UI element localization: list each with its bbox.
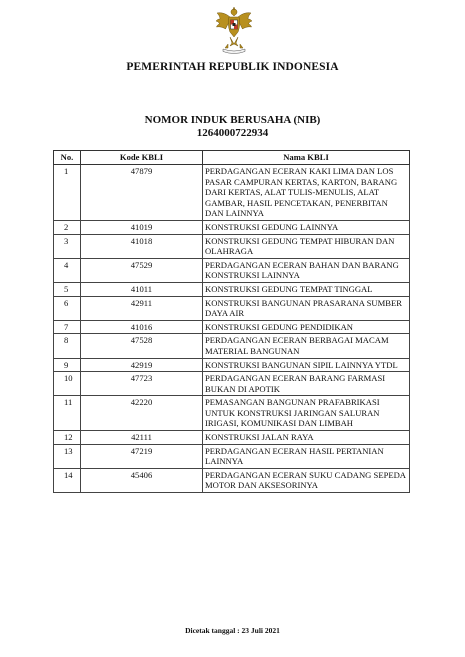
row-no: 8 [54, 334, 81, 358]
table-row [54, 320, 410, 334]
table-row [54, 282, 410, 296]
row-code: 41016 [81, 320, 203, 334]
row-code: 42111 [81, 431, 203, 445]
row-no: 1 [54, 165, 81, 221]
table-row [54, 358, 410, 372]
row-name: KONSTRUKSI BANGUNAN SIPIL LAINNYA YTDL [203, 358, 410, 372]
row-no: 13 [54, 444, 81, 468]
row-no: 12 [54, 431, 81, 445]
row-name: PERDAGANGAN ECERAN BARANG FARMASI BUKAN DI APOTIK [203, 372, 410, 396]
table-row [54, 468, 410, 492]
kbli-table [53, 150, 410, 493]
table-row [54, 296, 410, 320]
row-code: 45406 [81, 468, 203, 492]
row-code: 42911 [81, 296, 203, 320]
row-name: KONSTRUKSI GEDUNG TEMPAT TINGGAL [203, 282, 410, 296]
row-code: 42220 [81, 396, 203, 431]
row-no: 5 [54, 282, 81, 296]
table-row [54, 396, 410, 431]
table-row [54, 334, 410, 358]
row-no: 2 [54, 220, 81, 234]
row-name: PERDAGANGAN ECERAN HASIL PERTANIAN LAINNYA [203, 444, 410, 468]
garuda-emblem-icon [212, 6, 256, 54]
row-no: 11 [54, 396, 81, 431]
row-code: 47879 [81, 165, 203, 221]
row-no: 14 [54, 468, 81, 492]
row-name: KONSTRUKSI GEDUNG PENDIDIKAN [203, 320, 410, 334]
table-row [54, 258, 410, 282]
header-name: Nama KBLI [203, 151, 410, 165]
row-code: 42919 [81, 358, 203, 372]
table-row [54, 372, 410, 396]
print-date: Dicetak tanggal : 23 Juli 2021 [185, 626, 280, 635]
row-name: PERDAGANGAN ECERAN BERBAGAI MACAM MATERIAL BANGUNAN [203, 334, 410, 358]
row-no: 9 [54, 358, 81, 372]
row-name: PERDAGANGAN ECERAN BAHAN DAN BARANG KONSTRUKSI LAINNYA [203, 258, 410, 282]
row-no: 3 [54, 234, 81, 258]
row-code: 41011 [81, 282, 203, 296]
row-no: 7 [54, 320, 81, 334]
row-code: 41018 [81, 234, 203, 258]
row-code: 47529 [81, 258, 203, 282]
row-name: KONSTRUKSI GEDUNG LAINNYA [203, 220, 410, 234]
row-name: PERDAGANGAN ECERAN KAKI LIMA DAN LOS PASAR CAMPURAN KERTAS, KARTON, BARANG DARI KERTAS, ALAT TULIS-MENULIS, ALAT GAMBAR, HASIL PENCETAKAN, PENERBITAN DAN LAINNYA [203, 165, 410, 221]
header-no: No. [54, 151, 81, 165]
table-row [54, 444, 410, 468]
row-code: 41019 [81, 220, 203, 234]
header-code: Kode KBLI [81, 151, 203, 165]
table-row [54, 431, 410, 445]
row-name: PEMASANGAN BANGUNAN PRAFABRIKASI UNTUK KONSTRUKSI JARINGAN SALURAN IRIGASI, KOMUNIKASI DAN LIMBAH [203, 396, 410, 431]
row-no: 10 [54, 372, 81, 396]
row-code: 47528 [81, 334, 203, 358]
row-name: KONSTRUKSI JALAN RAYA [203, 431, 410, 445]
row-name: PERDAGANGAN ECERAN SUKU CADANG SEPEDA MOTOR DAN AKSESORINYA [203, 468, 410, 492]
table-row [54, 234, 410, 258]
document-title: NOMOR INDUK BERUSAHA (NIB) [144, 114, 321, 126]
row-name: KONSTRUKSI GEDUNG TEMPAT HIBURAN DAN OLAHRAGA [203, 234, 410, 258]
row-no: 6 [54, 296, 81, 320]
table-row [54, 165, 410, 221]
government-title: PEMERINTAH REPUBLIK INDONESIA [126, 61, 339, 73]
row-code: 47723 [81, 372, 203, 396]
row-no: 4 [54, 258, 81, 282]
table-header-row [54, 151, 410, 165]
table-row [54, 220, 410, 234]
row-code: 47219 [81, 444, 203, 468]
row-name: KONSTRUKSI BANGUNAN PRASARANA SUMBER DAYA AIR [203, 296, 410, 320]
nib-number: 1264000722934 [196, 127, 269, 139]
